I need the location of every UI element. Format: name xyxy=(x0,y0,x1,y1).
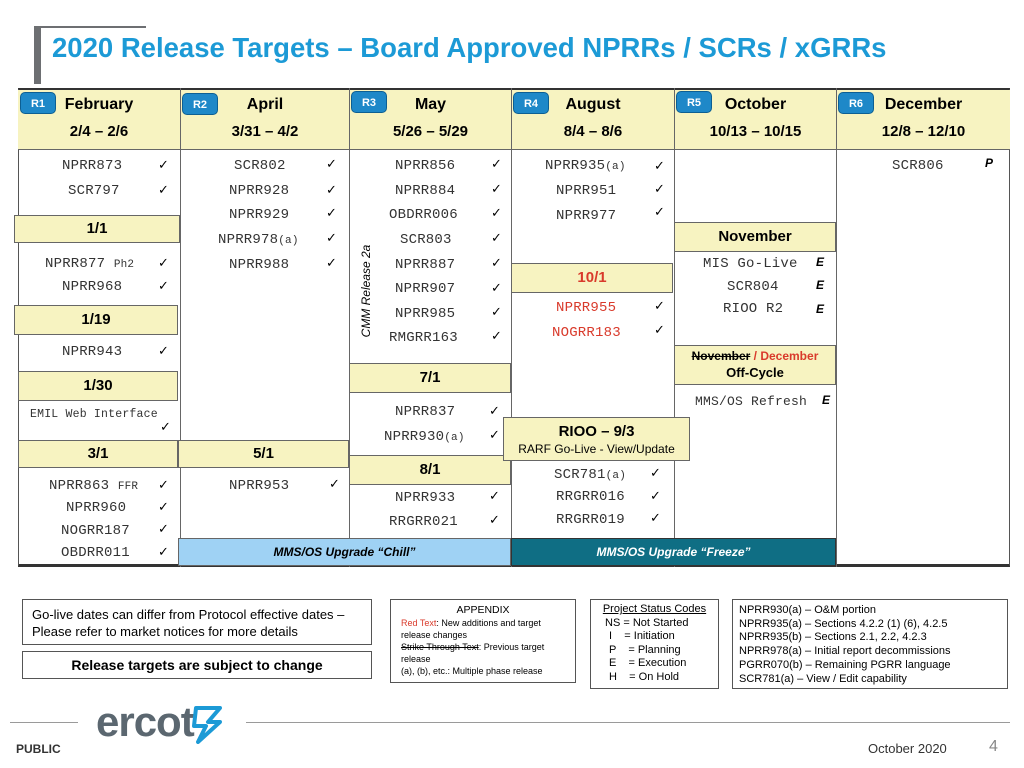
check-icon: ✓ xyxy=(489,428,500,443)
release-tag-r5: R5 xyxy=(676,91,712,113)
appendix-red-text: Red Text: New additions and target release changes xyxy=(401,618,541,640)
cmm-release-label: CMM Release 2a xyxy=(359,244,373,338)
date-box-november: November xyxy=(674,222,836,252)
mms-os-upgrade-chill-bar: MMS/OS Upgrade “Chill” xyxy=(178,538,511,566)
check-icon: ✓ xyxy=(654,159,665,174)
check-icon: ✓ xyxy=(491,182,502,197)
item-nogrr183: NOGRR183 xyxy=(552,325,621,341)
release-header-r5: October 10/13 – 10/15 xyxy=(709,96,802,140)
date-box-1-1: 1/1 xyxy=(14,215,180,243)
item-nprr988: NPRR988 xyxy=(229,257,290,273)
column-divider xyxy=(836,88,837,567)
check-icon: ✓ xyxy=(654,323,665,338)
item-nprr837: NPRR837 xyxy=(395,404,456,420)
item-nprr929: NPRR929 xyxy=(229,207,290,223)
item-rmgrr163: RMGRR163 xyxy=(389,330,458,346)
item-nogrr187: NOGRR187 xyxy=(61,523,130,539)
item-nprr863: NPRR863 FFR xyxy=(49,478,139,494)
portion-line: SCR781(a) – View / Edit capability xyxy=(739,672,907,685)
item-nprr884: NPRR884 xyxy=(395,183,456,199)
release-tag-r3: R3 xyxy=(351,91,387,113)
check-icon: ✓ xyxy=(491,281,502,296)
page-number: 4 xyxy=(989,738,998,755)
appendix-phase-text: (a), (b), etc.: Multiple phase release xyxy=(401,666,543,676)
check-icon: ✓ xyxy=(158,256,169,271)
check-icon: ✓ xyxy=(654,205,665,220)
check-icon: ✓ xyxy=(329,477,340,492)
check-icon: ✓ xyxy=(158,158,169,173)
release-header-r3: May 5/26 – 5/29 xyxy=(392,96,469,140)
item-nprr935: NPRR935(a) xyxy=(545,158,626,174)
off-cycle-subtitle: Off-Cycle xyxy=(726,365,784,380)
check-icon: ✓ xyxy=(650,489,661,504)
item-mms-os-refresh: MMS/OS Refresh xyxy=(695,394,808,409)
release-tag-r2: R2 xyxy=(182,93,218,115)
item-obdrr006: OBDRR006 xyxy=(389,207,458,223)
date-box-1-19: 1/19 xyxy=(14,305,178,335)
item-emil-web-interface: EMIL Web Interface xyxy=(30,408,158,421)
mms-os-upgrade-freeze-bar: MMS/OS Upgrade “Freeze” xyxy=(511,538,836,566)
item-nprr968: NPRR968 xyxy=(62,279,123,295)
footer-date: October 2020 xyxy=(868,741,947,756)
item-nprr907: NPRR907 xyxy=(395,281,456,297)
release-header-r4: August 8/4 – 8/6 xyxy=(563,96,623,140)
appendix-strike-text: Strike Through Text: Previous target release xyxy=(401,642,545,664)
item-obdrr011: OBDRR011 xyxy=(61,545,130,561)
check-icon: ✓ xyxy=(158,522,169,537)
rioo-subtitle: RARF Go-Live - View/Update xyxy=(518,442,675,456)
status-code-e: E = Execution xyxy=(609,657,687,669)
release-header-r1: February 2/4 – 2/6 xyxy=(64,96,134,140)
check-icon: ✓ xyxy=(491,305,502,320)
appendix-box xyxy=(390,599,576,683)
check-icon: ✓ xyxy=(158,344,169,359)
item-mis-go-live: MIS Go-Live xyxy=(703,256,798,272)
off-cycle-box xyxy=(674,345,836,385)
check-icon: ✓ xyxy=(491,329,502,344)
status-planning: P xyxy=(985,156,994,170)
check-icon: ✓ xyxy=(158,545,169,560)
column-divider xyxy=(511,88,512,567)
rioo-box xyxy=(503,417,690,461)
check-icon: ✓ xyxy=(326,183,337,198)
item-nprr856: NPRR856 xyxy=(395,158,456,174)
check-icon: ✓ xyxy=(489,489,500,504)
check-icon: ✓ xyxy=(650,511,661,526)
portion-line: NPRR978(a) – Initial report decommissions xyxy=(739,645,951,658)
item-rrgrr019: RRGRR019 xyxy=(556,512,625,528)
item-nprr887: NPRR887 xyxy=(395,257,456,273)
check-icon: ✓ xyxy=(491,231,502,246)
portion-line: PGRR070(b) – Remaining PGRR language xyxy=(739,658,951,671)
rioo-title: RIOO – 9/3 xyxy=(558,423,635,440)
item-rioo-r2: RIOO R2 xyxy=(723,301,784,317)
date-box-5-1: 5/1 xyxy=(178,440,349,468)
check-icon: ✓ xyxy=(326,256,337,271)
item-scr806: SCR806 xyxy=(892,158,944,174)
column-divider xyxy=(180,88,181,567)
page-title: 2020 Release Targets – Board Approved NPRRs / SCRs / xGRRs xyxy=(52,32,887,63)
item-nprr933: NPRR933 xyxy=(395,490,456,506)
item-nprr928: NPRR928 xyxy=(229,183,290,199)
portion-line: NPRR930(a) – O&M portion xyxy=(739,604,876,616)
subject-to-change-note: Release targets are subject to change xyxy=(22,651,372,679)
status-execution: E xyxy=(816,278,825,292)
column-divider xyxy=(349,88,350,567)
release-header-r6: December 12/8 – 12/10 xyxy=(881,96,966,140)
date-box-1-30: 1/30 xyxy=(18,371,178,401)
check-icon: ✓ xyxy=(489,513,500,528)
item-nprr930: NPRR930(a) xyxy=(384,429,465,445)
status-code-p: P = Planning xyxy=(609,643,681,656)
check-icon: ✓ xyxy=(326,206,337,221)
check-icon: ✓ xyxy=(158,279,169,294)
check-icon: ✓ xyxy=(489,404,500,419)
item-nprr977: NPRR977 xyxy=(556,208,617,224)
footer-rule-right xyxy=(246,722,1010,723)
status-code-i: I = Initiation xyxy=(609,630,675,642)
item-scr781: SCR781(a) xyxy=(554,467,627,483)
check-icon: ✓ xyxy=(326,231,337,246)
status-execution: E xyxy=(822,393,831,407)
release-tag-r6: R6 xyxy=(838,92,874,114)
check-icon: ✓ xyxy=(654,182,665,197)
date-box-3-1: 3/1 xyxy=(18,440,178,468)
date-box-8-1: 8/1 xyxy=(349,455,511,485)
status-code-h: H = On Hold xyxy=(609,670,680,683)
item-scr802: SCR802 xyxy=(234,158,286,174)
item-nprr985: NPRR985 xyxy=(395,306,456,322)
status-execution: E xyxy=(816,302,825,316)
portion-line: NPRR935(b) – Sections 2.1, 2.2, 4.2.3 xyxy=(739,631,927,644)
check-icon: ✓ xyxy=(654,299,665,314)
check-icon: ✓ xyxy=(491,256,502,271)
check-icon: ✓ xyxy=(491,157,502,172)
item-scr803: SCR803 xyxy=(400,232,452,248)
item-rrgrr016: RRGRR016 xyxy=(556,489,625,505)
check-icon: ✓ xyxy=(326,157,337,172)
check-icon: ✓ xyxy=(491,206,502,221)
check-icon: ✓ xyxy=(158,500,169,515)
item-nprr943: NPRR943 xyxy=(62,344,123,360)
ercot-logo: ercot xyxy=(96,698,194,745)
check-icon: ✓ xyxy=(158,183,169,198)
ercot-bolt-icon xyxy=(190,704,226,744)
item-nprr877: NPRR877 Ph2 xyxy=(45,256,135,272)
item-nprr873: NPRR873 xyxy=(62,158,123,174)
status-code-ns: NS = Not Started xyxy=(605,616,689,629)
date-box-10-1: 10/1 xyxy=(511,263,673,293)
item-nprr955: NPRR955 xyxy=(556,300,617,316)
phase-portions-box xyxy=(732,599,1008,689)
item-scr797: SCR797 xyxy=(68,183,120,199)
go-live-note: Go-live dates can differ from Protocol effective dates – Please refer to market notices for more details xyxy=(22,599,372,645)
item-rrgrr021: RRGRR021 xyxy=(389,514,458,530)
check-icon: ✓ xyxy=(158,478,169,493)
portion-line: NPRR935(a) – Sections 4.2.2 (1) (6), 4.2.5 xyxy=(739,617,948,630)
project-status-codes-box xyxy=(590,599,719,689)
status-codes-title: Project Status Codes xyxy=(602,603,707,615)
footer-rule-left xyxy=(10,722,78,723)
check-icon: ✓ xyxy=(650,466,661,481)
item-nprr978: NPRR978(a) xyxy=(218,232,299,248)
off-cycle-title: November / December xyxy=(691,349,819,363)
item-nprr960: NPRR960 xyxy=(66,500,127,516)
column-divider xyxy=(674,88,675,567)
title-accent-line xyxy=(34,26,146,28)
check-icon: ✓ xyxy=(160,420,171,435)
item-nprr951: NPRR951 xyxy=(556,183,617,199)
status-execution: E xyxy=(816,255,825,269)
title-accent-bar xyxy=(34,26,41,84)
release-header-r2: April 3/31 – 4/2 xyxy=(231,96,299,140)
item-scr804: SCR804 xyxy=(727,279,779,295)
classification-label: PUBLIC xyxy=(16,742,61,756)
release-tag-r1: R1 xyxy=(20,92,56,114)
date-box-7-1: 7/1 xyxy=(349,363,511,393)
item-nprr953: NPRR953 xyxy=(229,478,290,494)
release-tag-r4: R4 xyxy=(513,92,549,114)
appendix-title: APPENDIX xyxy=(456,604,510,616)
